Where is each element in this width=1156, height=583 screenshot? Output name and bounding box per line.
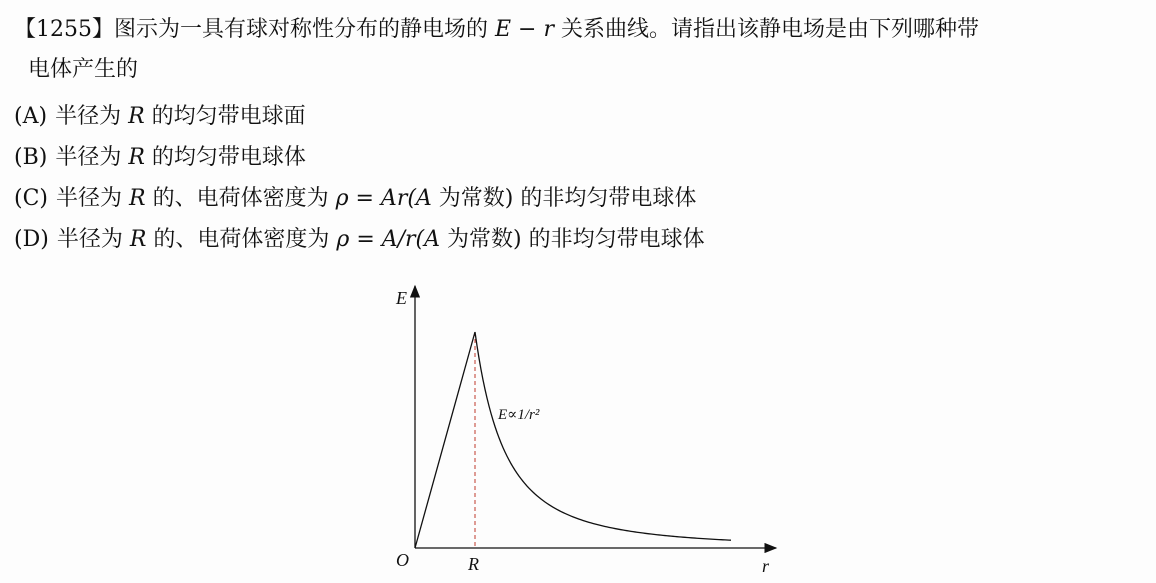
option-c-key: (C) <box>14 186 48 211</box>
option-c-text-end: 为常数) 的非均匀带电球体 <box>431 186 697 211</box>
option-d[interactable] <box>14 219 705 260</box>
option-c-text-after: 的、电荷体密度为 <box>145 186 336 211</box>
option-d-math: R <box>129 227 147 252</box>
question-line-2: 电体产生的 <box>28 57 139 82</box>
question-line-1 <box>14 10 1149 50</box>
option-a-math: R <box>128 104 145 129</box>
option-list <box>14 96 705 260</box>
question-text-part2: 关系曲线。请指出该静电场是由下列哪种带 <box>554 17 979 42</box>
option-a-text: 半径为 <box>55 104 129 129</box>
option-c-math: R <box>129 186 146 211</box>
question-math-er: E − r <box>495 17 554 42</box>
option-b-text-after: 的均匀带电球体 <box>144 145 306 170</box>
origin-label: O <box>396 550 409 570</box>
linear-segment <box>415 332 475 548</box>
inverse-square-curve <box>475 332 731 540</box>
option-c-math-density: ρ = Ar(A <box>335 186 432 211</box>
option-b-math: R <box>128 145 145 170</box>
option-d-text: 半径为 <box>56 227 130 252</box>
option-b-text: 半径为 <box>55 145 129 170</box>
option-d-key: (D) <box>14 227 49 252</box>
option-c-text: 半径为 <box>56 186 129 211</box>
x-axis-label: r <box>762 556 770 576</box>
y-axis-label: E <box>396 288 407 308</box>
option-a[interactable] <box>14 96 705 137</box>
option-c[interactable] <box>14 178 705 219</box>
question-number: 【1255】 <box>14 17 114 42</box>
question-stem <box>14 10 1149 90</box>
option-a-key: (A) <box>14 104 48 129</box>
option-b[interactable] <box>14 137 705 178</box>
option-d-text-after: 的、电荷体密度为 <box>146 227 337 252</box>
curve-annotation: E∝1/r² <box>498 407 540 423</box>
r-mark-label: R <box>468 554 479 574</box>
option-d-text-end: 为常数) 的非均匀带电球体 <box>440 227 705 252</box>
option-d-math-density: ρ = A/r(A <box>336 227 441 252</box>
question-text-part1: 图示为一具有球对称性分布的静电场的 <box>114 17 495 42</box>
e-r-graph <box>380 280 800 580</box>
option-a-text-after: 的均匀带电球面 <box>144 104 306 129</box>
option-b-key: (B) <box>14 145 48 170</box>
e-r-figure <box>380 280 800 580</box>
